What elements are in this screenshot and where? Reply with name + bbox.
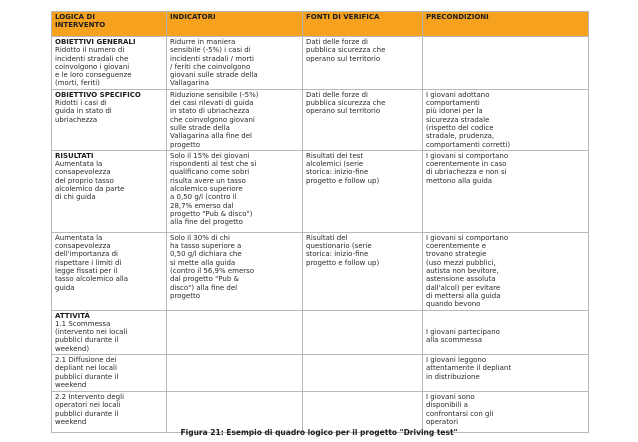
cell-text: I giovani adottano comportamenti più idonei per la sicurezza stradale (rispetto del codice stradale, prudenza, comportamenti corretti) [426,90,511,149]
table-row [52,37,589,90]
table-cell [303,150,423,232]
table-cell [423,232,589,310]
row-label: OBIETTIVI GENERALI [55,38,136,46]
table-cell [167,355,303,392]
table-cell [303,232,423,310]
cell-text: Riduzione sensibile (-5%) dei casi rilevati di guida in stato di ubriachezza che coinvolgono giovani sulle strade della Vallagarina alla fine del progetto [170,90,259,149]
table-cell [303,310,423,354]
cell-text: Aumentata la consapevolezza dell'importanza di rispettare i limiti di legge fissati per il tasso alcolemico alla guida [55,233,129,292]
table-cell [423,310,589,354]
table-cell [423,355,589,392]
cell-text: I giovani sono disponibili a confrontarsi con gli operatori [426,393,494,426]
table-row [52,355,589,392]
cell-text: Ridurre in maniera sensibile (-5%) i casi di incidenti stradali / morti / feriti che coinvolgono giovani sulle strade della Vallagarina [170,38,258,88]
cell-text: 2.1 Diffusione dei depliant nei locali pubblici durante il weekend [55,356,119,389]
table-cell [52,37,167,90]
cell-text: Solo il 15% dei giovani rispondenti al test che si qualificano come sobri risulta avere un tasso alcolemico superiore a 0,50 g/l (contro il 28,7% emerso dal progetto "Pub & disco") alla fine del progetto [170,151,257,227]
row-label: RISULTATI [55,151,94,160]
table-cell [303,355,423,392]
cell-text: 2.2 Intervento degli operatori nei locali pubblici durante il weekend [55,393,125,426]
table-cell [423,392,589,433]
row-label: ATTIVITÀ [55,311,90,320]
table-cell [303,392,423,433]
cell-text: Solo il 30% di chi ha tasso superiore a 0,50 g/l dichiara che si mette alla guida (contro il 56,9% emerso dal progetto "Pub & disco") alla fine del progetto [170,233,255,300]
table-row [52,232,589,310]
cell-text: Ridotto il numero di incidenti stradali che coinvolgono i giovani e le loro conseguenze (morti, feriti) [55,46,132,88]
table-header-row [52,12,589,37]
table-cell [167,150,303,232]
header-indicatori: INDICATORI [167,12,303,37]
header-fonti: FONTI DI VERIFICA [303,12,423,37]
table-cell [167,232,303,310]
figure-caption: Figura 21: Esempio di quadro logico per il progetto "Driving test" [180,428,458,437]
cell-text: Aumentata la consapevolezza del proprio tasso alcolemico da parte di chi guida [55,160,125,202]
table-cell [303,89,423,150]
cell-text: Risultati del questionario (serie storica: inizio-fine progetto e follow up) [306,233,380,267]
table-cell [167,89,303,150]
table-cell [52,232,167,310]
table-cell [167,37,303,90]
table-row [52,392,589,433]
table-cell [52,150,167,232]
header-logica: LOGICA DI INTERVENTO [52,12,167,37]
table-cell [423,150,589,232]
cell-text: Dati delle forze di pubblica sicurezza che operano sul territorio [306,90,386,116]
table-cell [423,89,589,150]
cell-text: I giovani si comportano coerentemente e trovano strategie (uso mezzi pubblici, autista non bevitore, astensione assoluta dall'alcol) per evitare di mettersi alla guida quando bevono [426,233,509,309]
table-cell [52,310,167,354]
table-cell [167,310,303,354]
row-label: OBIETTIVO SPECIFICO [55,90,141,99]
header-precondizioni: PRECONDIZIONI [423,12,589,37]
logical-framework-table [51,11,589,433]
cell-text: I giovani leggono attentamente il depliant in distribuzione [426,356,512,381]
cell-text: 1.1 Scommessa (intervento nei locali pubblici durante il weekend) [55,319,128,353]
table-cell [52,355,167,392]
cell-text: Risultati dei test alcolemici (serie storica: inizio-fine progetto e follow up) [306,151,380,185]
table-row [52,310,589,354]
table-row [52,150,589,232]
cell-text: I giovani partecipano alla scommessa [426,328,500,345]
table-cell [303,37,423,90]
cell-text: I giovani si comportano coerentemente in caso di ubriachezza e non si mettono alla guida [426,151,509,185]
table-cell [52,89,167,150]
table-cell [167,392,303,433]
cell-text: Ridotti i casi di guida in stato di ubriachezza [55,99,112,124]
cell-text: Dati delle forze di pubblica sicurezza che operano sul territorio [306,38,386,63]
table-row [52,89,589,150]
table-cell [52,392,167,433]
table-cell [423,37,589,90]
